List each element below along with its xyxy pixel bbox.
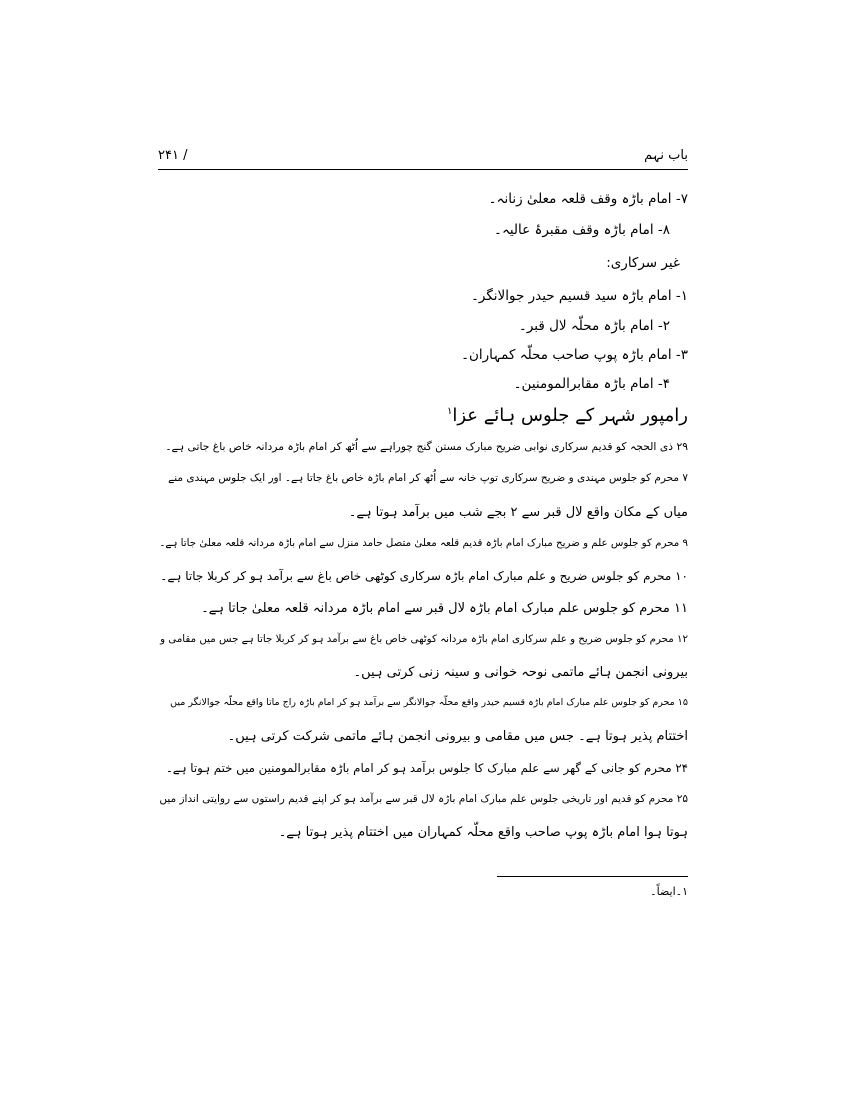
list-item: ۳- امام باڑہ پوپ صاحب محلّہ کمہاران۔	[461, 347, 688, 363]
paragraph-line: ہوتا ہوا امام باڑہ پوپ صاحب واقع محلّہ کمہاران میں اختتام پذیر ہوتا ہے۔	[278, 825, 688, 840]
paragraph-line: ۱۱ محرم کو جلوس علم مبارک امام باڑہ لال قبر سے امام باڑہ مردانہ قلعہ معلیٰ جاتا ہے۔	[201, 601, 688, 616]
running-header	[158, 146, 688, 166]
list-item: ۲- امام باڑہ محلّہ لال قبر۔	[518, 318, 670, 334]
paragraph-line: بیرونی انجمن ہائے ماتمی نوحہ خوانی و سینہ زنی کرتی ہیں۔	[353, 665, 688, 680]
paragraph-line: ۹ محرم کو جلوس علم و ضریح مبارک امام باڑہ قدیم قلعہ معلیٰ متصل حامد منزل سے امام باڑہ مردانہ قلعہ معلیٰ جاتا ہے۔	[159, 537, 688, 549]
footnote: ۱۔ایضاً۔	[650, 885, 688, 898]
list-item: ۴- امام باڑہ مقابرالمومنین۔	[513, 376, 670, 392]
section-heading-text: رامپور شہر کے جلوس ہائے عزا	[452, 405, 688, 426]
list-subheading: غیر سرکاری:	[606, 255, 680, 271]
footnote-divider	[497, 876, 688, 877]
section-heading	[447, 405, 688, 426]
header-divider	[158, 169, 688, 170]
list-item: ۷- امام باڑہ وقف قلعہ معلیٰ زنانہ۔	[488, 191, 688, 207]
paragraph-line: ۱۰ محرم کو جلوس ضریح و علم مبارک امام باڑہ سرکاری کوٹھی خاص باغ سے برآمد ہو کر کربلا جاتا ہے۔	[160, 569, 688, 583]
paragraph-line: ۱۲ محرم کو جلوس ضریح و علم سرکاری امام باڑہ مردانہ کوٹھی خاص باغ سے برآمد ہو کر کربلا جاتا ہے جس میں مقامی و	[160, 633, 688, 645]
paragraph-line: ۲۵ محرم کو قدیم اور تاریخی جلوس علم مبارک امام باڑہ لال قبر سے برآمد ہو کر اپنے قدیم راستوں سے روایتی انداز میں	[159, 793, 688, 805]
paragraph-line: ۱۵ محرم کو جلوس علم مبارک امام باڑہ قسیم حیدر واقع محلّہ جوالانگر سے برآمد ہو کر امام باڑہ راج ماتا واقع محلّہ جوالانگر میں	[170, 697, 688, 708]
paragraph-line: میاں کے مکان واقع لال قبر سے ۲ بجے شب میں برآمد ہوتا ہے۔	[348, 505, 688, 520]
paragraph-line: ۷ محرم کو جلوس مہندی و ضریح سرکاری توپ خانہ سے اُٹھ کر امام باڑہ خاص باغ جاتا ہے۔ اور ایک جلوس مہندی منے	[168, 472, 688, 484]
chapter-title: باب نہم	[644, 148, 688, 163]
page-number: ۲۴۱ /	[158, 148, 188, 163]
paragraph-line: ۲۹ ذی الحجہ کو قدیم سرکاری نوابی ضریح مبارک مستن گنج چوراہے سے اُٹھ کر امام باڑہ مردانہ خاص باغ جاتی ہے۔	[165, 440, 688, 453]
paragraph-line: ۲۴ محرم کو جانی کے گھر سے علم مبارک کا جلوس برآمد ہو کر امام باڑہ مقابرالمومنین میں ختم ہوتا ہے۔	[165, 761, 688, 775]
list-item: ۸- امام باڑہ وقف مقبرۂ عالیہ۔	[494, 222, 670, 238]
list-item: ۱- امام باڑہ سید قسیم حیدر جوالانگر۔	[470, 288, 688, 304]
footnote-marker: ۱	[446, 406, 453, 417]
paragraph-line: اختتام پذیر ہوتا ہے۔ جس میں مقامی و بیرونی انجمن ہائے ماتمی شرکت کرتی ہیں۔	[227, 729, 688, 744]
